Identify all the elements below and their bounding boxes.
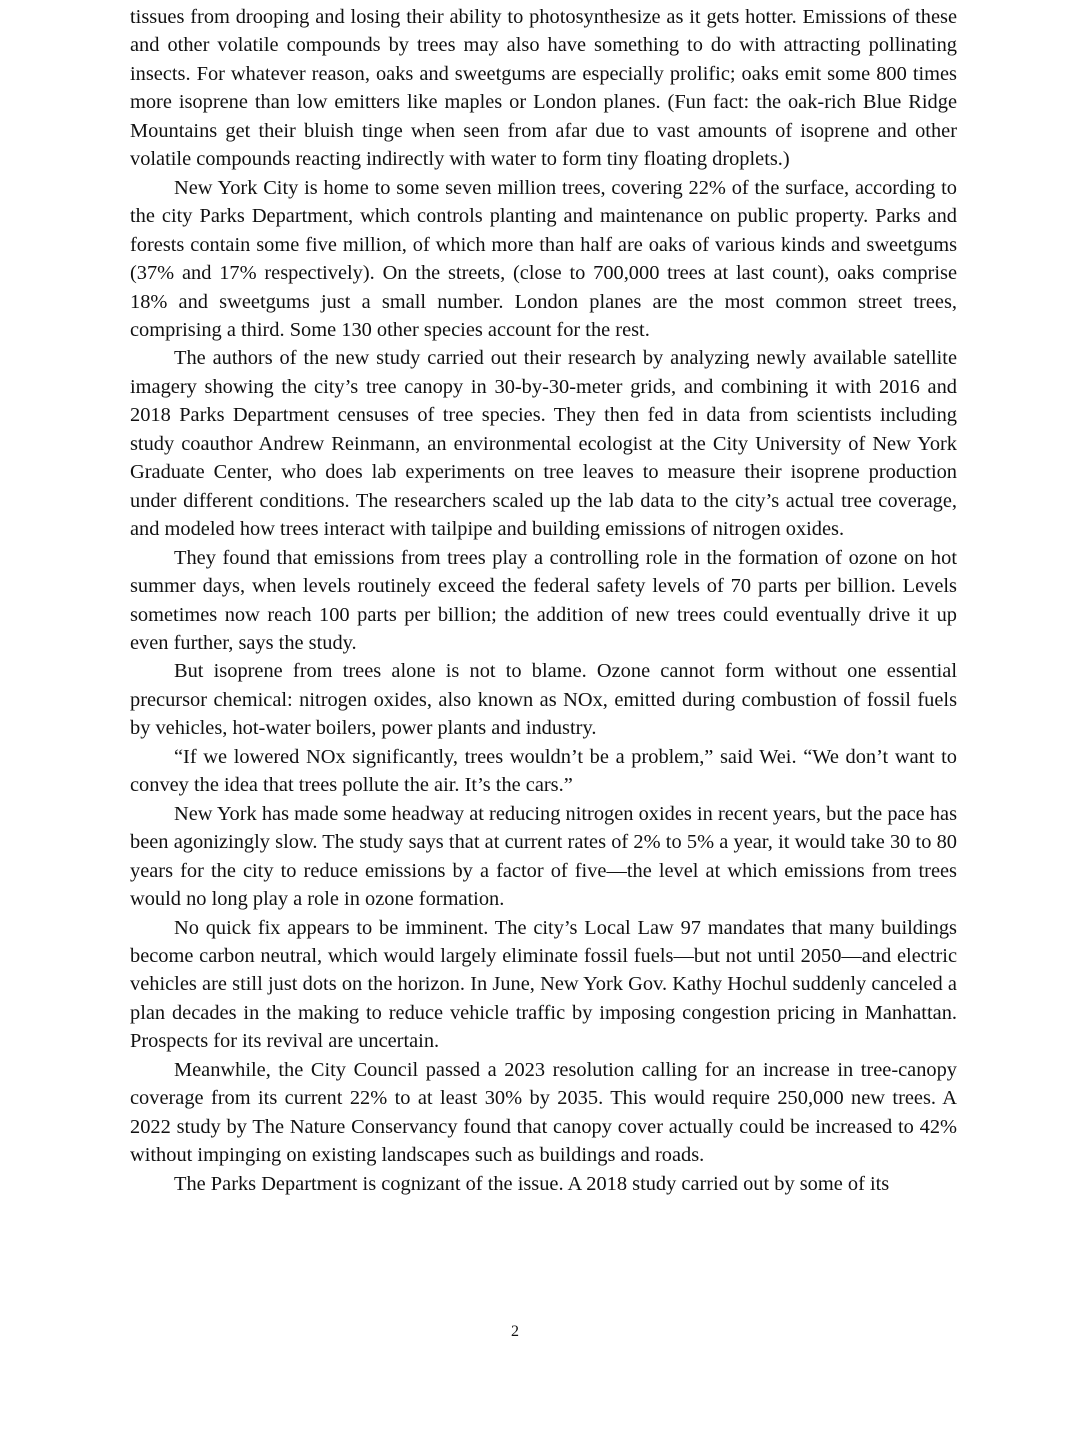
paragraph-8: No quick fix appears to be imminent. The city’s Local Law 97 mandates that many buildings become carbon neutral, which would largely eliminate fossil fuels—but not until 2050—and electric vehicles are still just dots on the horizon. In June, New York Gov. Kathy Hochul suddenly canceled a plan decades in the making to reduce vehicle traffic by imposing congestion pricing in Manhattan. Prospects for its revival are uncertain. — [130, 916, 957, 1053]
paragraph-2: New York City is home to some seven million trees, covering 22% of the surface, according to the city Parks Department, which controls planting and maintenance on public property. Parks and forests contain some five million, of which more than half are oaks of various kinds and sweetgums (37% and 17% respectively). On the streets, (close to 700,000 trees at last count), oaks comprise 18% and sweetgums just a small number. London planes are the most common street trees, comprising a third. Some 130 other species account for the rest. — [130, 176, 957, 341]
paragraph-5: But isoprene from trees alone is not to blame. Ozone cannot form without one essential precursor chemical: nitrogen oxides, also known as NOx, emitted during combustion of fossil fuels by vehicles, hot-water boilers, power plants and industry. — [130, 660, 957, 740]
paragraph-3: The authors of the new study carried out their research by analyzing newly available satellite imagery showing the city’s tree canopy in 30-by-30-meter grids, and combining it with 2016 and 2018 Parks Department censuses of tree species. They then fed in data from scientists including study coauthor Andrew Reinmann, an environmental ecologist at the City University of New York Graduate Center, who does lab experiments on tree leaves to measure their isoprene production under different conditions. The researchers scaled up the lab data to the city’s actual tree coverage, and modeled how trees interact with tailpipe and building emissions of nitrogen oxides. — [130, 347, 957, 541]
page-number: 2 — [511, 1323, 519, 1340]
paragraph-6: “If we lowered NOx significantly, trees wouldn’t be a problem,” said Wei. “We don’t want to convey the idea that trees pollute the air. It’s the cars.” — [130, 745, 957, 797]
paragraph-7: New York has made some headway at reducing nitrogen oxides in recent years, but the pace has been agonizingly slow. The study says that at current rates of 2% to 5% a year, it would take 30 to 80 years for the city to reduce emissions by a factor of five—the level at which emissions from trees would no long play a role in ozone formation. — [130, 802, 957, 911]
paragraph-1: tissues from drooping and losing their ability to photosynthesize as it gets hotter. Emissions of these and other volatile compounds by trees may also have something to do with attracting pollinating insects. For whatever reason, oaks and sweetgums are especially prolific; oaks emit some 800 times more isoprene than low emitters like maples or London planes. (Fun fact: the oak-rich Blue Ridge Mountains get their bluish tinge when seen from afar due to vast amounts of isoprene and other volatile compounds reacting indirectly with water to form tiny floating droplets.) — [130, 6, 957, 171]
paragraph-10: The Parks Department is cognizant of the issue. A 2018 study carried out by some of its — [174, 1172, 890, 1195]
paragraph-4: They found that emissions from trees play a controlling role in the formation of ozone on hot summer days, when levels routinely exceed the federal safety levels of 70 parts per billion. Levels sometimes now reach 100 parts per billion; the addition of new trees could eventually drive it up even further, says the study. — [130, 546, 957, 654]
document-body — [130, 3, 957, 1198]
paragraph-9: Meanwhile, the City Council passed a 2023 resolution calling for an increase in tree-canopy coverage from its current 22% to at least 30% by 2035. This would require 250,000 new trees. A 2022 study by The Nature Conservancy found that canopy cover actually could be increased to 42% without impinging on existing landscapes such as buildings and roads. — [130, 1058, 957, 1167]
